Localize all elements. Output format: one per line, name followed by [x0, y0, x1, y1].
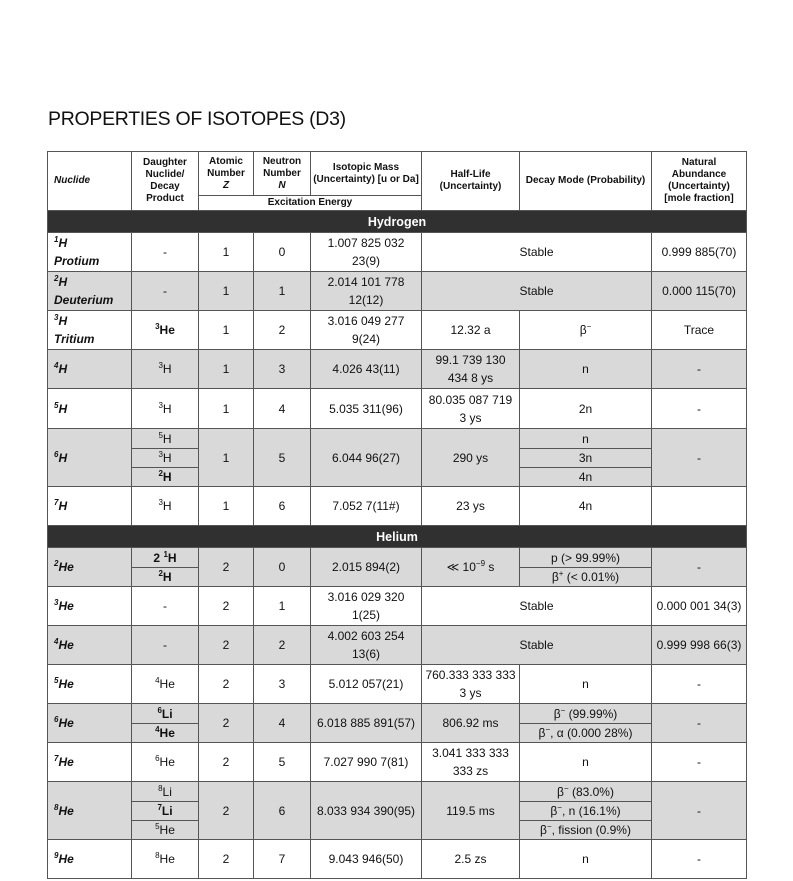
- decay-cell: Stable: [422, 272, 652, 311]
- z-cell: 2: [199, 665, 254, 704]
- abundance-cell: 0.000 115(70): [652, 272, 747, 311]
- decay-item: 3n: [520, 448, 651, 467]
- decay-cell: n: [520, 665, 652, 704]
- nuclide-cell: $^7$H: [48, 487, 132, 526]
- mass-cell: 2.014 101 778 12(12): [311, 272, 422, 311]
- n-cell: 1: [254, 272, 311, 311]
- table-row: [48, 311, 747, 350]
- half-life-cell: 80.035 087 719 3 ys: [422, 389, 520, 429]
- z-cell: 2: [199, 743, 254, 782]
- daughter-cell: $^6$He: [132, 743, 199, 782]
- z-cell: 1: [199, 272, 254, 311]
- table-row: [48, 350, 747, 389]
- half-life-cell: 23 ys: [422, 487, 520, 526]
- decay-item: n: [582, 431, 589, 446]
- z-cell: 2: [199, 840, 254, 879]
- section-title: Helium: [48, 526, 747, 548]
- n-cell: 1: [254, 587, 311, 626]
- decay-item: β−, fission (0.9%): [520, 820, 651, 839]
- n-cell: 0: [254, 548, 311, 587]
- nuclide-cell: $^5$He: [48, 665, 132, 704]
- z-cell: 2: [199, 587, 254, 626]
- daughter-cell: $^3$H: [132, 350, 199, 389]
- mass-cell: 1.007 825 032 23(9): [311, 233, 422, 272]
- abundance-cell: -: [652, 840, 747, 879]
- n-cell: 0: [254, 233, 311, 272]
- nuclide-cell: $^4$H: [48, 350, 132, 389]
- abundance-cell: -: [652, 782, 747, 840]
- col-neutron-number: Neutron Number N: [254, 152, 311, 196]
- mass-cell: 5.035 311(96): [311, 389, 422, 429]
- half-life-cell: 290 ys: [422, 429, 520, 487]
- section-title: Hydrogen: [48, 211, 747, 233]
- decay-item: β−, α (0.000 28%): [520, 723, 651, 742]
- decay-cell: 2n: [520, 389, 652, 429]
- z-cell: 2: [199, 782, 254, 840]
- table-row: [48, 665, 747, 704]
- abundance-cell: 0.999 885(70): [652, 233, 747, 272]
- mass-cell: 5.012 057(21): [311, 665, 422, 704]
- mass-cell: 4.002 603 254 13(6): [311, 626, 422, 665]
- half-life-cell: ≪ $10^{-9}$ s: [422, 548, 520, 587]
- half-life-cell: 806.92 ms: [422, 704, 520, 743]
- daughter-item: $^5$H: [158, 430, 172, 446]
- nuclide-cell: $^3$H Tritium: [48, 311, 132, 350]
- abundance-cell: 0.999 998 66(3): [652, 626, 747, 665]
- abundance-cell: [652, 487, 747, 526]
- z-cell: 1: [199, 429, 254, 487]
- half-life-cell: 3.041 333 333 333 zs: [422, 743, 520, 782]
- decay-cell: 4n: [520, 487, 652, 526]
- table-row: [48, 487, 747, 526]
- table-row: [48, 704, 747, 743]
- decay-cell: [520, 429, 652, 487]
- mass-cell: 7.027 990 7(81): [311, 743, 422, 782]
- n-cell: 7: [254, 840, 311, 879]
- table-row: [48, 743, 747, 782]
- decay-cell: n: [520, 743, 652, 782]
- nuclide-cell: $^2$He: [48, 548, 132, 587]
- daughter-item: $^7$Li: [132, 801, 198, 820]
- mass-cell: 3.016 029 320 1(25): [311, 587, 422, 626]
- z-cell: 1: [199, 350, 254, 389]
- decay-cell: [520, 782, 652, 840]
- decay-cell: [520, 704, 652, 743]
- col-half-life: Half-Life (Uncertainty): [422, 152, 520, 211]
- daughter-cell: $^3$H: [132, 389, 199, 429]
- section-hydrogen: [48, 211, 747, 233]
- col-atomic-number: Atomic Number Z: [199, 152, 254, 196]
- z-cell: 1: [199, 311, 254, 350]
- n-cell: 2: [254, 311, 311, 350]
- n-cell: 4: [254, 389, 311, 429]
- nuclide-cell: $^5$H: [48, 389, 132, 429]
- abundance-cell: -: [652, 350, 747, 389]
- table-row: [48, 782, 747, 840]
- z-cell: 1: [199, 233, 254, 272]
- table-row: [48, 429, 747, 487]
- z-cell: 1: [199, 487, 254, 526]
- mass-cell: 4.026 43(11): [311, 350, 422, 389]
- table-row: [48, 389, 747, 429]
- z-cell: 2: [199, 704, 254, 743]
- decay-item: β− (99.99%): [553, 705, 618, 721]
- abundance-cell: -: [652, 429, 747, 487]
- daughter-item: $^4$He: [132, 723, 198, 742]
- decay-cell: Stable: [422, 587, 652, 626]
- daughter-cell: [132, 782, 199, 840]
- section-helium: [48, 526, 747, 548]
- half-life-cell: 119.5 ms: [422, 782, 520, 840]
- n-cell: 6: [254, 782, 311, 840]
- daughter-cell: [132, 548, 199, 587]
- abundance-cell: Trace: [652, 311, 747, 350]
- col-decay-mode: Decay Mode (Probability): [520, 152, 652, 211]
- table-row: [48, 840, 747, 879]
- col-abundance: Natural Abundance (Uncertainty) [mole fraction]: [652, 152, 747, 211]
- z-cell: 2: [199, 548, 254, 587]
- decay-item: β+ (< 0.01%): [520, 567, 651, 586]
- daughter-cell: -: [132, 626, 199, 665]
- decay-item: β− (83.0%): [557, 783, 614, 799]
- mass-cell: 2.015 894(2): [311, 548, 422, 587]
- nuclide-cell: $^6$He: [48, 704, 132, 743]
- mass-cell: 9.043 946(50): [311, 840, 422, 879]
- table-row: [48, 548, 747, 587]
- decay-item: 4n: [520, 467, 651, 486]
- z-cell: 1: [199, 389, 254, 429]
- nuclide-cell: $^3$He: [48, 587, 132, 626]
- decay-item: β−, n (16.1%): [520, 801, 651, 820]
- nuclide-cell: $^9$He: [48, 840, 132, 879]
- daughter-cell: -: [132, 587, 199, 626]
- n-cell: 3: [254, 350, 311, 389]
- daughter-cell: [132, 704, 199, 743]
- daughter-cell: $^3$He: [132, 311, 199, 350]
- daughter-item: $^5$He: [132, 820, 198, 839]
- daughter-cell: [132, 429, 199, 487]
- abundance-cell: -: [652, 389, 747, 429]
- daughter-cell: $^8$He: [132, 840, 199, 879]
- table-row: [48, 272, 747, 311]
- isotope-table: [47, 151, 747, 879]
- decay-cell: Stable: [422, 626, 652, 665]
- daughter-cell: -: [132, 272, 199, 311]
- nuclide-cell: $^4$He: [48, 626, 132, 665]
- abundance-cell: -: [652, 704, 747, 743]
- n-cell: 5: [254, 743, 311, 782]
- mass-cell: 6.044 96(27): [311, 429, 422, 487]
- mass-cell: 7.052 7(11#): [311, 487, 422, 526]
- daughter-item: 2 $^1$H: [153, 549, 177, 565]
- col-daughter: Daughter Nuclide/ Decay Product: [132, 152, 199, 211]
- mass-cell: 8.033 934 390(95): [311, 782, 422, 840]
- half-life-cell: 99.1 739 130 434 8 ys: [422, 350, 520, 389]
- header-row: [48, 152, 747, 196]
- abundance-cell: -: [652, 743, 747, 782]
- abundance-cell: -: [652, 665, 747, 704]
- nuclide-cell: $^1$H Protium: [48, 233, 132, 272]
- decay-cell: β−: [520, 311, 652, 350]
- daughter-cell: $^3$H: [132, 487, 199, 526]
- col-nuclide: Nuclide: [48, 152, 132, 211]
- table-row: [48, 587, 747, 626]
- daughter-item: $^3$H: [132, 448, 198, 467]
- table-row: [48, 626, 747, 665]
- daughter-cell: $^4$He: [132, 665, 199, 704]
- nuclide-cell: $^7$He: [48, 743, 132, 782]
- decay-cell: [520, 548, 652, 587]
- mass-cell: 6.018 885 891(57): [311, 704, 422, 743]
- table-row: [48, 233, 747, 272]
- daughter-cell: -: [132, 233, 199, 272]
- mass-cell: 3.016 049 277 9(24): [311, 311, 422, 350]
- half-life-cell: 12.32 a: [422, 311, 520, 350]
- decay-cell: Stable: [422, 233, 652, 272]
- decay-cell: n: [520, 840, 652, 879]
- nuclide-cell: $^8$He: [48, 782, 132, 840]
- page-title: PROPERTIES OF ISOTOPES (D3): [48, 108, 346, 130]
- decay-item: p (> 99.99%): [550, 550, 621, 565]
- n-cell: 6: [254, 487, 311, 526]
- n-cell: 2: [254, 626, 311, 665]
- half-life-cell: 760.333 333 333 3 ys: [422, 665, 520, 704]
- decay-cell: n: [520, 350, 652, 389]
- n-cell: 5: [254, 429, 311, 487]
- col-isotopic-mass: Isotopic Mass (Uncertainty) [u or Da]: [311, 152, 422, 196]
- half-life-cell: 2.5 zs: [422, 840, 520, 879]
- n-cell: 4: [254, 704, 311, 743]
- abundance-cell: -: [652, 548, 747, 587]
- daughter-item: $^2$H: [132, 467, 198, 486]
- nuclide-cell: $^2$H Deuterium: [48, 272, 132, 311]
- daughter-item: $^8$Li: [158, 783, 172, 799]
- z-cell: 2: [199, 626, 254, 665]
- nuclide-cell: $^6$H: [48, 429, 132, 487]
- col-excitation-energy: Excitation Energy: [199, 196, 422, 211]
- abundance-cell: 0.000 001 34(3): [652, 587, 747, 626]
- n-cell: 3: [254, 665, 311, 704]
- daughter-item: $^6$Li: [157, 705, 173, 721]
- daughter-item: $^2$H: [132, 567, 198, 586]
